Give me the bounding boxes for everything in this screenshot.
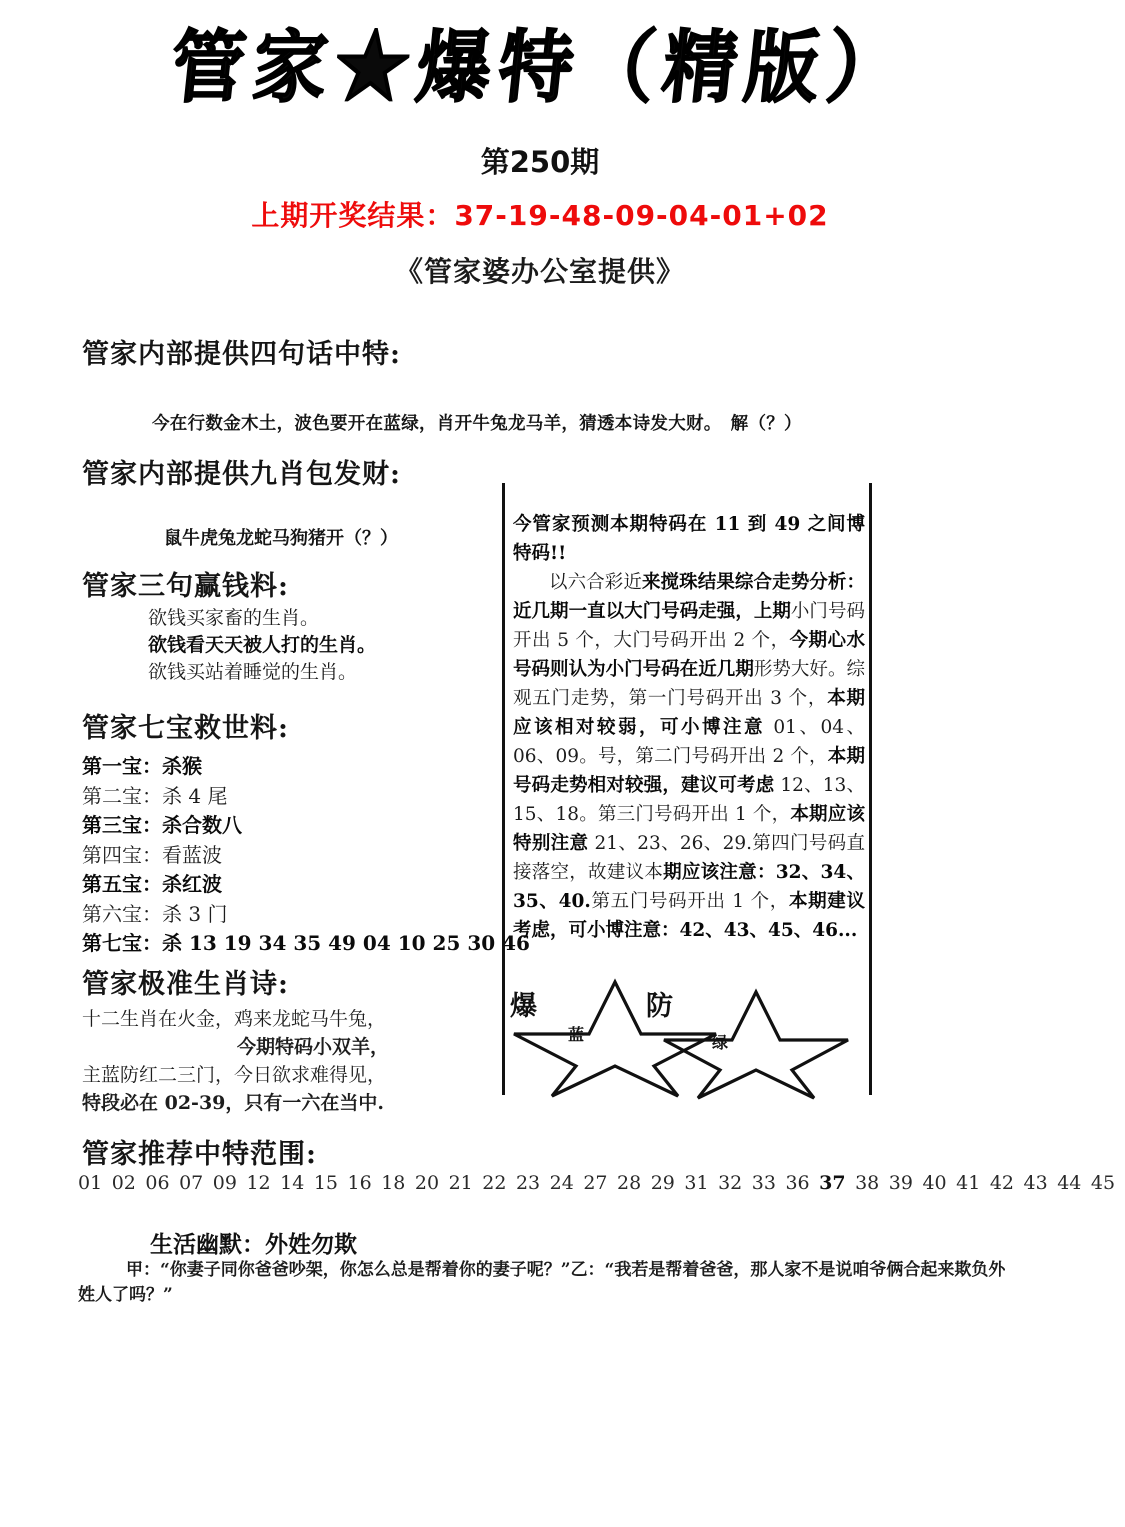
- recommended-number: 28: [617, 1172, 642, 1194]
- analysis-paragraph-2: [513, 568, 865, 945]
- list-item: 欲钱买站着睡觉的生肖。: [148, 661, 358, 683]
- recommended-number: 14: [280, 1172, 305, 1194]
- office-attribution: 《管家婆办公室提供》: [394, 255, 685, 288]
- list-item: 第三宝：杀合数八: [82, 813, 242, 837]
- seven-treasures-list: [82, 752, 530, 959]
- analysis-p2-k: 21、23、26、29.第四门号码直接落空，故建议本: [513, 833, 865, 883]
- recommended-number: 27: [583, 1172, 608, 1194]
- recommended-number: 21: [448, 1172, 473, 1194]
- analysis-p2-l: 期应该注意：32、34、35、40.: [513, 862, 865, 912]
- recommended-number: 31: [684, 1172, 709, 1194]
- star-right-outer-label: 防: [646, 991, 673, 1022]
- nine-zodiac-line: 鼠牛虎兔龙蛇马狗猪开（？）: [164, 528, 398, 549]
- poem-line: 十二生肖在火金，鸡来龙蛇马牛兔，: [82, 1008, 387, 1030]
- five-point-star-icon: [656, 988, 856, 1100]
- previous-draw-result: 上期开奖结果：37-19-48-09-04-01+02: [251, 199, 829, 232]
- poem-line: 特段必在 02-39，只有一六在当中.: [82, 1092, 384, 1114]
- poem-line: 主蓝防红二三门，今日欲求难得见，: [82, 1064, 387, 1086]
- recommended-number: 42: [989, 1172, 1015, 1194]
- recommended-number: 44: [1057, 1172, 1082, 1194]
- heading-recommended-range: 管家推荐中特范围:: [82, 1139, 317, 1170]
- poem-line: 今期特码小双羊，: [237, 1036, 390, 1058]
- star-right-inner-label: 绿: [712, 1033, 729, 1052]
- list-item: 第二宝：杀 4 尾: [82, 783, 228, 808]
- recommended-number: 06: [145, 1172, 170, 1194]
- recommended-numbers-row: [78, 1172, 1116, 1194]
- analysis-p2-a: 以六合彩近: [549, 572, 642, 593]
- heading-zodiac-poem: 管家极准生肖诗:: [82, 969, 289, 1000]
- analysis-p1-a: 今管家预测本期特码在 11 到 49 之间博: [513, 514, 865, 535]
- analysis-p2-j: 本期应该特别注意: [513, 804, 865, 854]
- star-right: [646, 988, 856, 1104]
- list-item: 第五宝：杀红波: [82, 872, 222, 896]
- analysis-p2-e: 形势大好。综观五门走势，第一门号码开出 3 个，: [513, 659, 865, 709]
- recommended-number: 12: [246, 1172, 271, 1194]
- recommended-number: 22: [482, 1172, 507, 1194]
- recommended-number: 37: [819, 1172, 846, 1194]
- recommended-number: 20: [414, 1172, 440, 1194]
- recommended-number: 38: [855, 1172, 880, 1194]
- analysis-p2-h: 本期号码走势相对较强，建议可考虑: [513, 746, 865, 796]
- list-item: 第一宝：杀猴: [82, 754, 202, 778]
- analysis-p2-d: 今期心水号码则认为小门号码在近几期: [513, 630, 865, 680]
- list-item: 欲钱买家畜的生肖。: [148, 607, 320, 629]
- zodiac-poem: [82, 1005, 502, 1117]
- issue-number: 第250期: [480, 145, 600, 179]
- list-item: 欲钱看天天被人打的生肖。: [148, 634, 377, 656]
- life-humor-body: 甲：“你妻子同你爸爸吵架，你怎么总是帮着你的妻子呢？”乙：“我若是帮着爸爸，那人家不是说咱爷俩合起来欺负外姓人了吗？”: [78, 1260, 1006, 1305]
- recommended-number: 39: [888, 1172, 913, 1194]
- list-item: 第六宝：杀 3 门: [82, 901, 228, 926]
- page-title: 管家★爆特（精版）: [166, 22, 914, 114]
- four-sentence-line: 今在行数金木土，波色要开在蓝绿，肖开牛兔龙马羊，猜透本诗发大财。 解（？）: [152, 414, 802, 434]
- recommended-number: 23: [515, 1172, 541, 1194]
- recommended-number: 09: [212, 1172, 237, 1194]
- recommended-number: 36: [785, 1172, 810, 1194]
- analysis-p2-b: 来搅珠结果综合走势分析：近几期一直以大门号码走强，上期: [513, 572, 865, 622]
- heading-life-humor: 生活幽默：外姓勿欺: [150, 1231, 357, 1258]
- recommended-number: 45: [1090, 1172, 1116, 1194]
- heading-seven-treasures: 管家七宝救世料:: [82, 713, 289, 744]
- recommended-number: 18: [381, 1172, 406, 1194]
- recommended-number: 15: [313, 1172, 338, 1194]
- heading-nine-zodiac: 管家内部提供九肖包发财:: [82, 459, 401, 490]
- three-sentence-list: [148, 605, 376, 686]
- analysis-p1-bold: 特码!!: [513, 543, 567, 564]
- analysis-p2-f: 本期应该相对较弱，可小博注意: [513, 688, 865, 738]
- recommended-number: 40: [922, 1172, 947, 1194]
- heading-four-sentence: 管家内部提供四句话中特:: [82, 339, 401, 370]
- recommended-number: 43: [1023, 1172, 1048, 1194]
- list-item: 第七宝：杀 13 19 34 35 49 04 10 25 30 46: [82, 931, 530, 955]
- analysis-p2-m: 第五门号码开出 1 个，: [590, 891, 789, 912]
- star-left-outer-label: 爆: [510, 991, 537, 1022]
- analysis-p2-g: 01、04、06、09。号，第二门号码开出 2 个，: [513, 717, 865, 767]
- recommended-number: 29: [650, 1172, 675, 1194]
- analysis-text: [513, 510, 865, 945]
- heading-three-sentence: 管家三句赢钱料:: [82, 571, 289, 602]
- recommended-number: 01: [78, 1172, 103, 1194]
- recommended-number: 33: [751, 1172, 776, 1194]
- recommended-number: 32: [718, 1172, 743, 1194]
- recommended-number: 07: [179, 1172, 204, 1194]
- star-left-inner-label: 蓝: [568, 1025, 585, 1044]
- recommended-number: 41: [956, 1172, 981, 1194]
- star-graphics: [508, 978, 868, 1098]
- recommended-number: 16: [347, 1172, 372, 1194]
- recommended-number: 02: [111, 1172, 136, 1194]
- analysis-p2-c: 小门号码开出 5 个，大门号码开出 2 个，: [513, 601, 865, 651]
- analysis-p2-n: 本期建议考虑，可小博注意：42、43、45、46...: [513, 891, 865, 941]
- analysis-paragraph-1: [513, 510, 865, 568]
- recommended-number: 24: [549, 1172, 574, 1194]
- analysis-p2-i: 12、13、15、18。第三门号码开出 1 个，: [513, 775, 865, 825]
- list-item: 第四宝：看蓝波: [82, 842, 222, 867]
